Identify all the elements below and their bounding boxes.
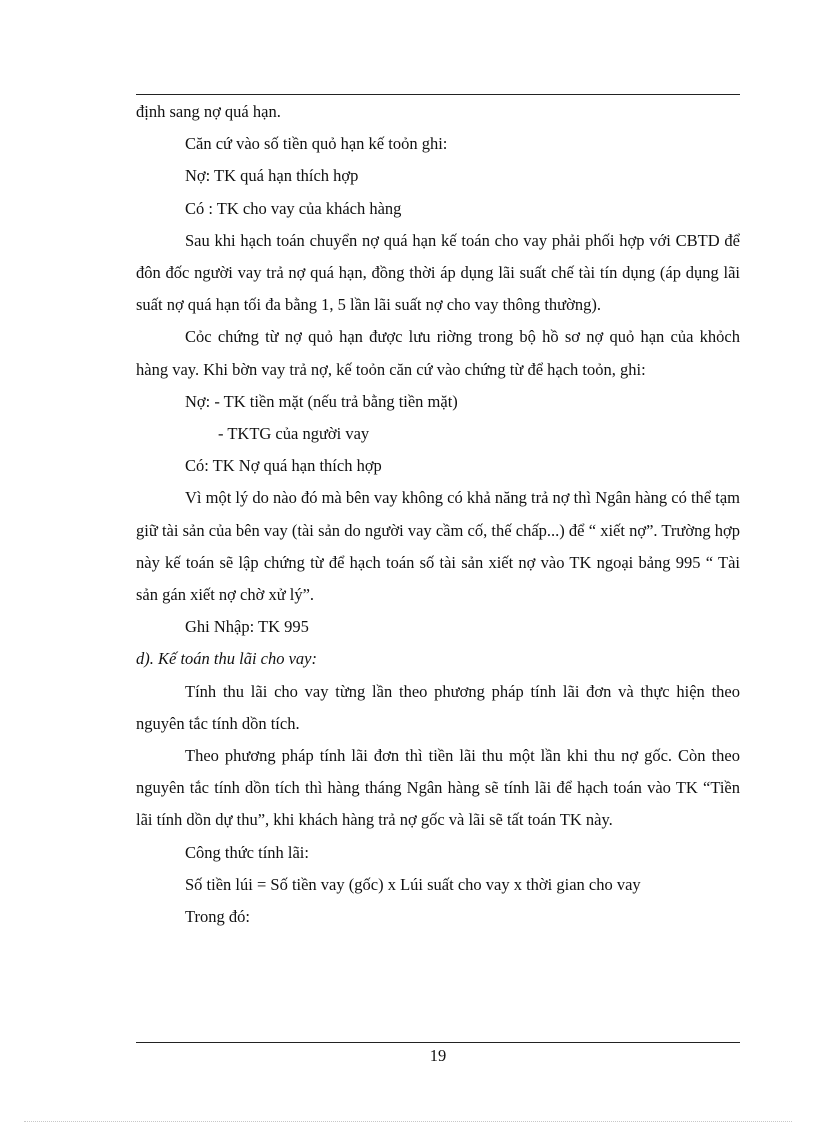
text-line: Trong đó: [185,907,250,927]
paragraph: Theo phương pháp tính lãi đơn thì tiền lãi thu một lần khi thu nợ gốc. Còn theo nguyên tắc tính dồn tích thì hàng tháng Ngân hàng sẽ tính lãi để hạch toán vào TK “Tiền lãi tính dồn dự thu”, khi khách hàng trả nợ gốc và lãi sẽ tất toán TK này. [136,746,740,830]
text-line: Căn cứ vào số tiền quỏ hạn kế toỏn ghi: [185,134,448,154]
text-line: Nợ: TK quá hạn thích hợp [185,166,359,186]
paragraph: Sau khi hạch toán chuyển nợ quá hạn kế toán cho vay phải phối hợp với CBTD để đôn đốc người vay trả nợ quá hạn, đồng thời áp dụng lãi suất chế tài tín dụng (áp dụng lãi suất nợ quá hạn tối đa bằng 1, 5 lần lãi suất nợ cho vay thông thường). [136,230,740,315]
text-line: Có: TK Nợ quá hạn thích hợp [185,456,382,476]
paragraph: Tính thu lãi cho vay từng lần theo phương pháp tính lãi đơn và thực hiện theo nguyên tắc tính dồn tích. [136,681,740,733]
section-heading: d). Kế toán thu lãi cho vay: [136,649,318,669]
text-line: Ghi Nhập: TK 995 [185,617,309,637]
text-line: Có : TK cho vay của khách hàng [185,198,402,218]
page-edge-dotted-line [24,1121,792,1122]
text-line: Nợ: - TK tiền mặt (nếu trả bằng tiền mặt) [185,391,458,411]
page-content [136,96,740,933]
formula-line: Số tiền lúi = Số tiền vay (gốc) x Lúi suất cho vay x thời gian cho vay [185,874,641,894]
paragraph: Cỏc chứng từ nợ quỏ hạn được lưu riờng trong bộ hồ sơ nợ quỏ hạn của khỏch hàng vay. Khi bờn vay trả nợ, kế toỏn căn cứ vào chứng từ để hạch toỏn, ghi: [136,327,740,379]
footer-rule [136,1042,740,1043]
page-number: 19 [429,1046,447,1065]
text-line: định sang nợ quá hạn. [136,102,281,121]
text-line: Công thức tính lãi: [185,842,309,862]
text-line: - TKTG của người vay [218,424,370,444]
header-rule [136,94,740,95]
paragraph: Vì một lý do nào đó mà bên vay không có khả năng trả nợ thì Ngân hàng có thể tạm giữ tài sản của bên vay (tài sản do người vay cầm cố, thế chấp...) để “ xiết nợ”. Trường hợp này kế toán sẽ lập chứng từ để hạch toán số tài sản xiết nợ vào TK ngoại bảng 995 “ Tài sản gán xiết nợ chờ xử lý”. [136,488,740,605]
